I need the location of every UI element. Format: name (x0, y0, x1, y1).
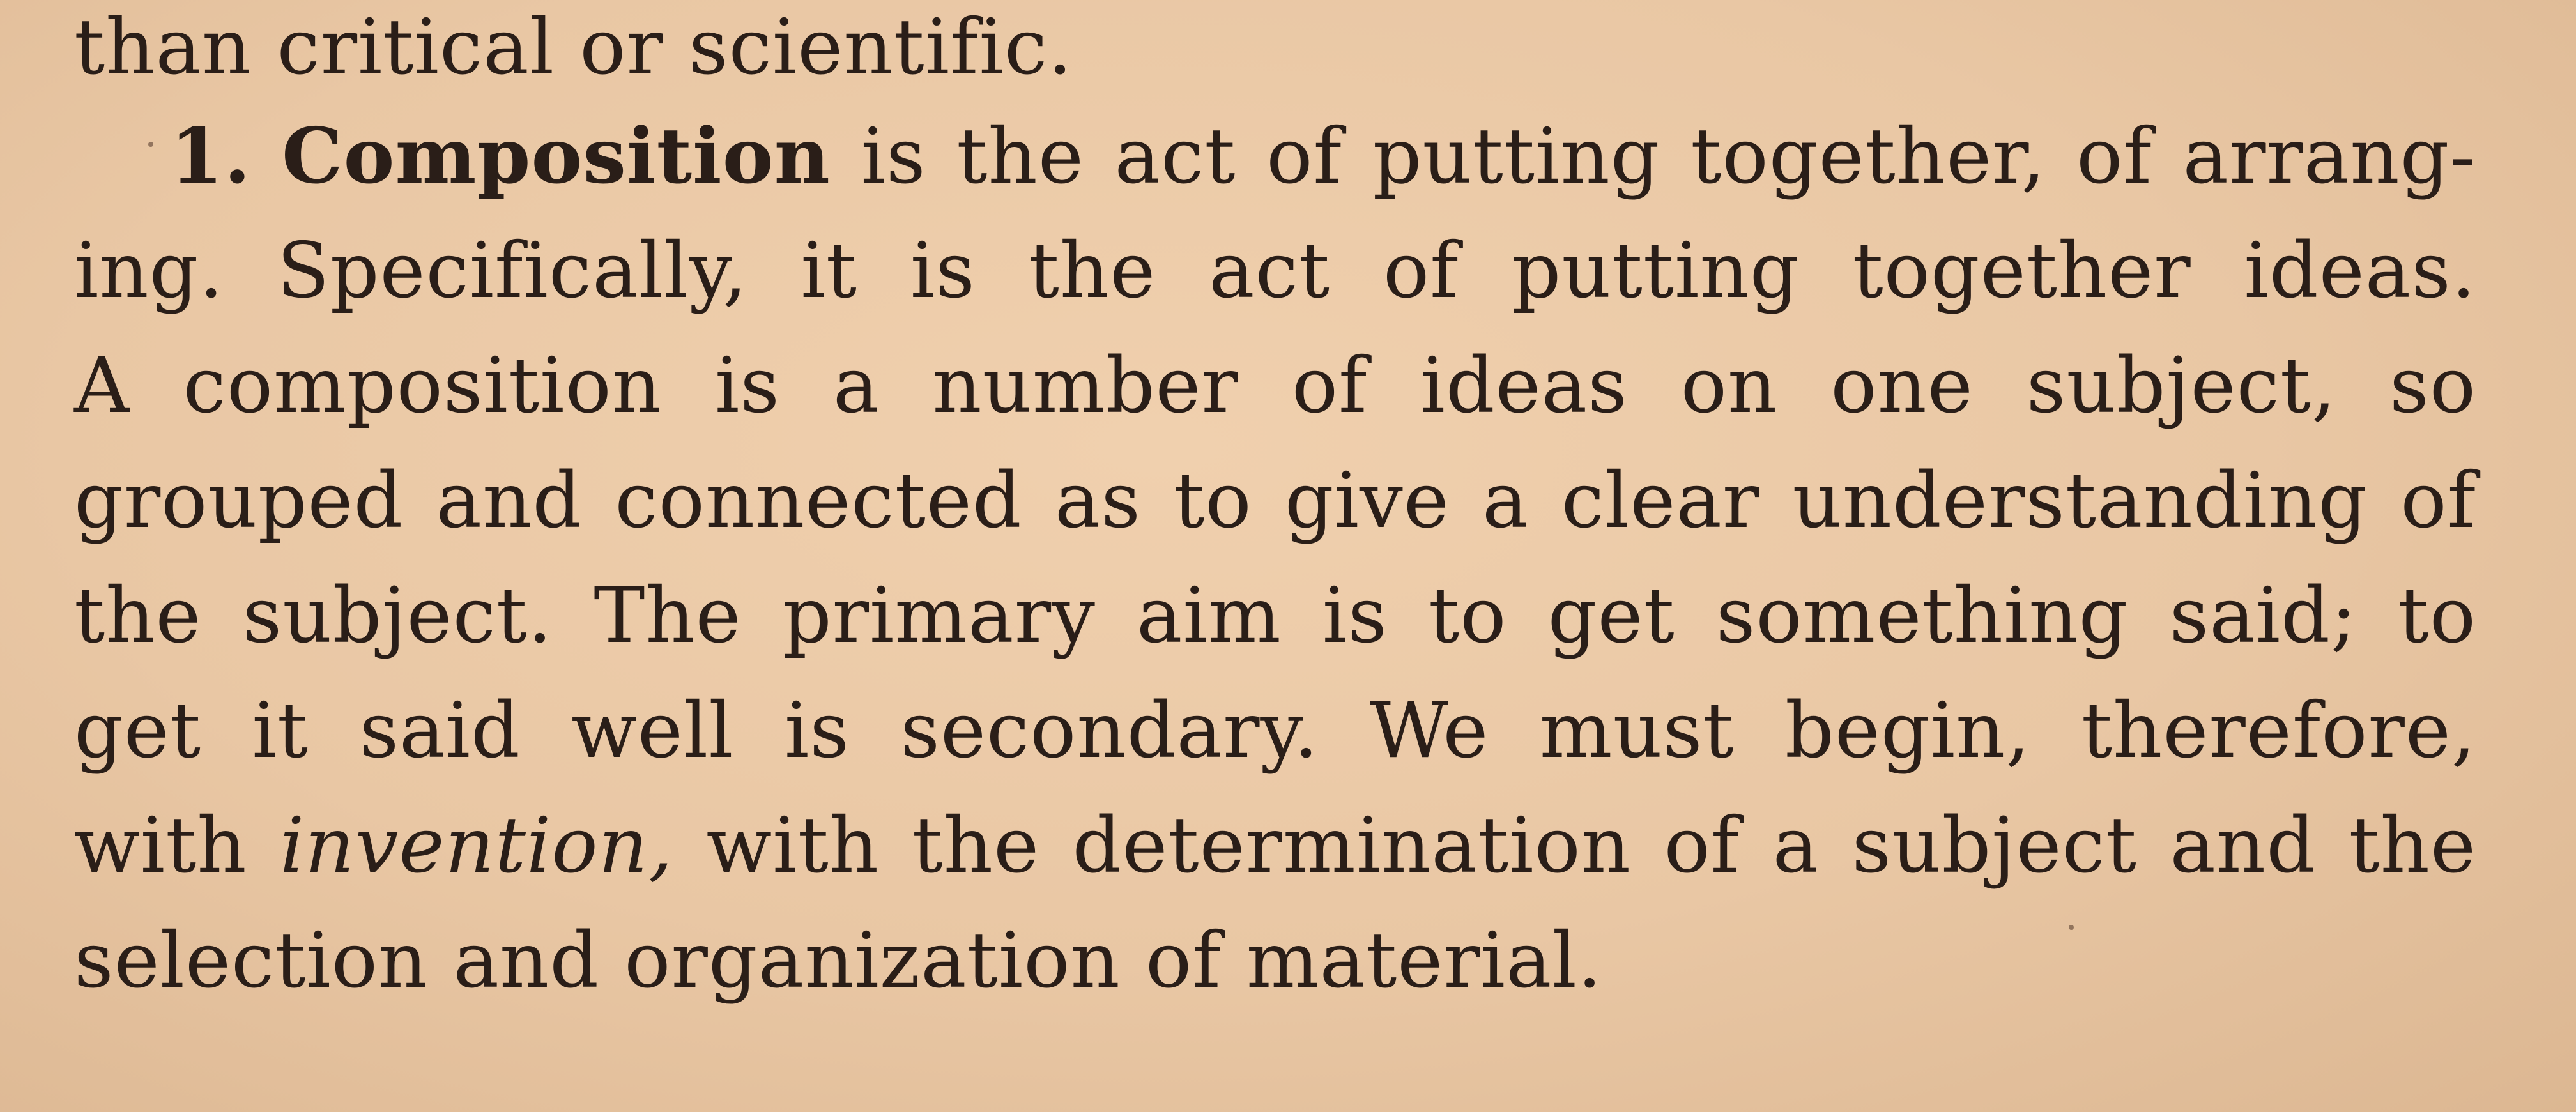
text-line-7: get it said well is secondary. We must begin, therefore, (74, 687, 2476, 775)
text-line-2 (74, 109, 2476, 204)
text-line-8-post: with the determination of a subject and the (706, 802, 2476, 890)
section-number: 1. (170, 111, 252, 201)
text-line-5: grouped and connected as to give a clear understanding of (74, 457, 2476, 545)
term-composition: Composition (282, 111, 831, 201)
text-line-1: than critical or scientific. (74, 3, 1073, 92)
text-line-8 (74, 798, 2476, 894)
paper-speck (148, 142, 153, 147)
paper-speck (2069, 925, 2074, 930)
text-line-4: A composition is a number of ideas on one subject, so (74, 342, 2476, 430)
text-line-9: selection and organization of material. (74, 917, 1603, 1005)
text-line-6: the subject. The primary aim is to get something said; to (74, 572, 2476, 660)
text-line-8-pre: with (74, 802, 247, 890)
text-line-2-rest: is the act of putting together, of arrang- (861, 112, 2476, 201)
term-invention: invention, (280, 802, 674, 890)
text-line-3: ing. Specifically, it is the act of putting together ideas. (74, 227, 2476, 316)
